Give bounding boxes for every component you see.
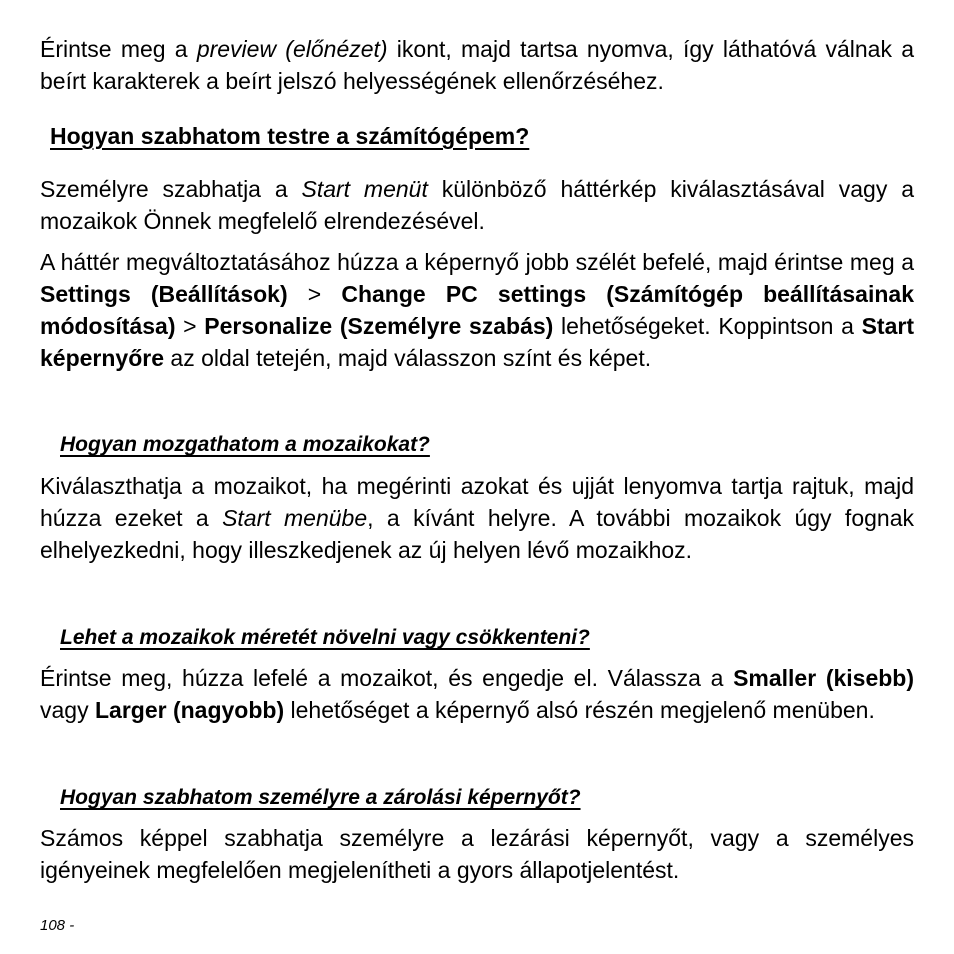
text: >	[287, 281, 342, 307]
text: lehetőséget a képernyő alsó részén megjelenő menüben.	[284, 697, 875, 723]
text-bold: Settings (Beállítások)	[40, 281, 288, 307]
paragraph-resize-tiles	[40, 662, 914, 726]
section-heading: Hogyan szabhatom testre a számítógépem?	[50, 123, 530, 149]
text: Személyre szabhatja a	[40, 176, 302, 202]
text-italic: preview (előnézet)	[196, 36, 388, 62]
text: vagy	[40, 697, 95, 723]
intro-paragraph	[40, 33, 914, 97]
text-bold: Personalize (Személyre szabás)	[204, 313, 554, 339]
text: >	[175, 313, 205, 339]
text-bold: Larger (nagyobb)	[94, 697, 285, 723]
text: Érintse meg a	[40, 36, 197, 62]
paragraph-move-tiles	[40, 470, 914, 566]
paragraph-background	[40, 246, 914, 374]
text: ikont, majd tartsa nyomva, így láthatóvá válnak a beírt karakterek a beírt jelszó helyességének ellenőrzéséhez.	[40, 36, 914, 94]
text: lehetőségeket. Koppintson a	[553, 313, 862, 339]
text-bold: Smaller (kisebb)	[733, 665, 915, 691]
paragraph-lock-screen	[40, 822, 914, 886]
text: A háttér megváltoztatásához húzza a képernyő jobb szélét befelé, majd érintse meg a	[40, 249, 914, 275]
text-bold: Change PC settings (Számítógép beállításainak módosítása)	[40, 281, 914, 339]
text: az oldal tetején, majd válasszon színt és képet.	[164, 345, 652, 371]
text: Számos képpel szabhatja személyre a lezárási képernyőt, vagy a személyes igényeinek megfelelően megjelenítheti a gyors állapotjelentést.	[40, 825, 914, 883]
text: különböző háttérkép kiválasztásával vagy a mozaikok Önnek megfelelő elrendezésével.	[40, 176, 915, 234]
question-heading-lock-screen: Hogyan szabhatom személyre a zárolási képernyőt?	[60, 786, 581, 809]
question-heading-move-tiles: Hogyan mozgathatom a mozaikokat?	[60, 433, 430, 456]
text: Kiválaszthatja a mozaikot, ha megérinti azokat és ujját lenyomva tartja rajtuk, majd húzza ezeket a	[40, 473, 914, 531]
text-italic: Start menübe	[222, 505, 368, 531]
text-bold: Start képernyőre	[40, 313, 914, 371]
text-italic: Start menüt	[301, 176, 428, 202]
text: Érintse meg, húzza lefelé a mozaikot, és engedje el. Válassza a	[40, 665, 734, 691]
question-heading-resize-tiles: Lehet a mozaikok méretét növelni vagy csökkenteni?	[60, 626, 590, 649]
page-number: 108 -	[40, 917, 75, 934]
text: , a kívánt helyre. A további mozaikok úgy fognak elhelyezkedni, hogy illeszkedjenek az új helyen lévő mozaikhoz.	[40, 505, 914, 563]
paragraph-start-menu	[40, 173, 914, 237]
